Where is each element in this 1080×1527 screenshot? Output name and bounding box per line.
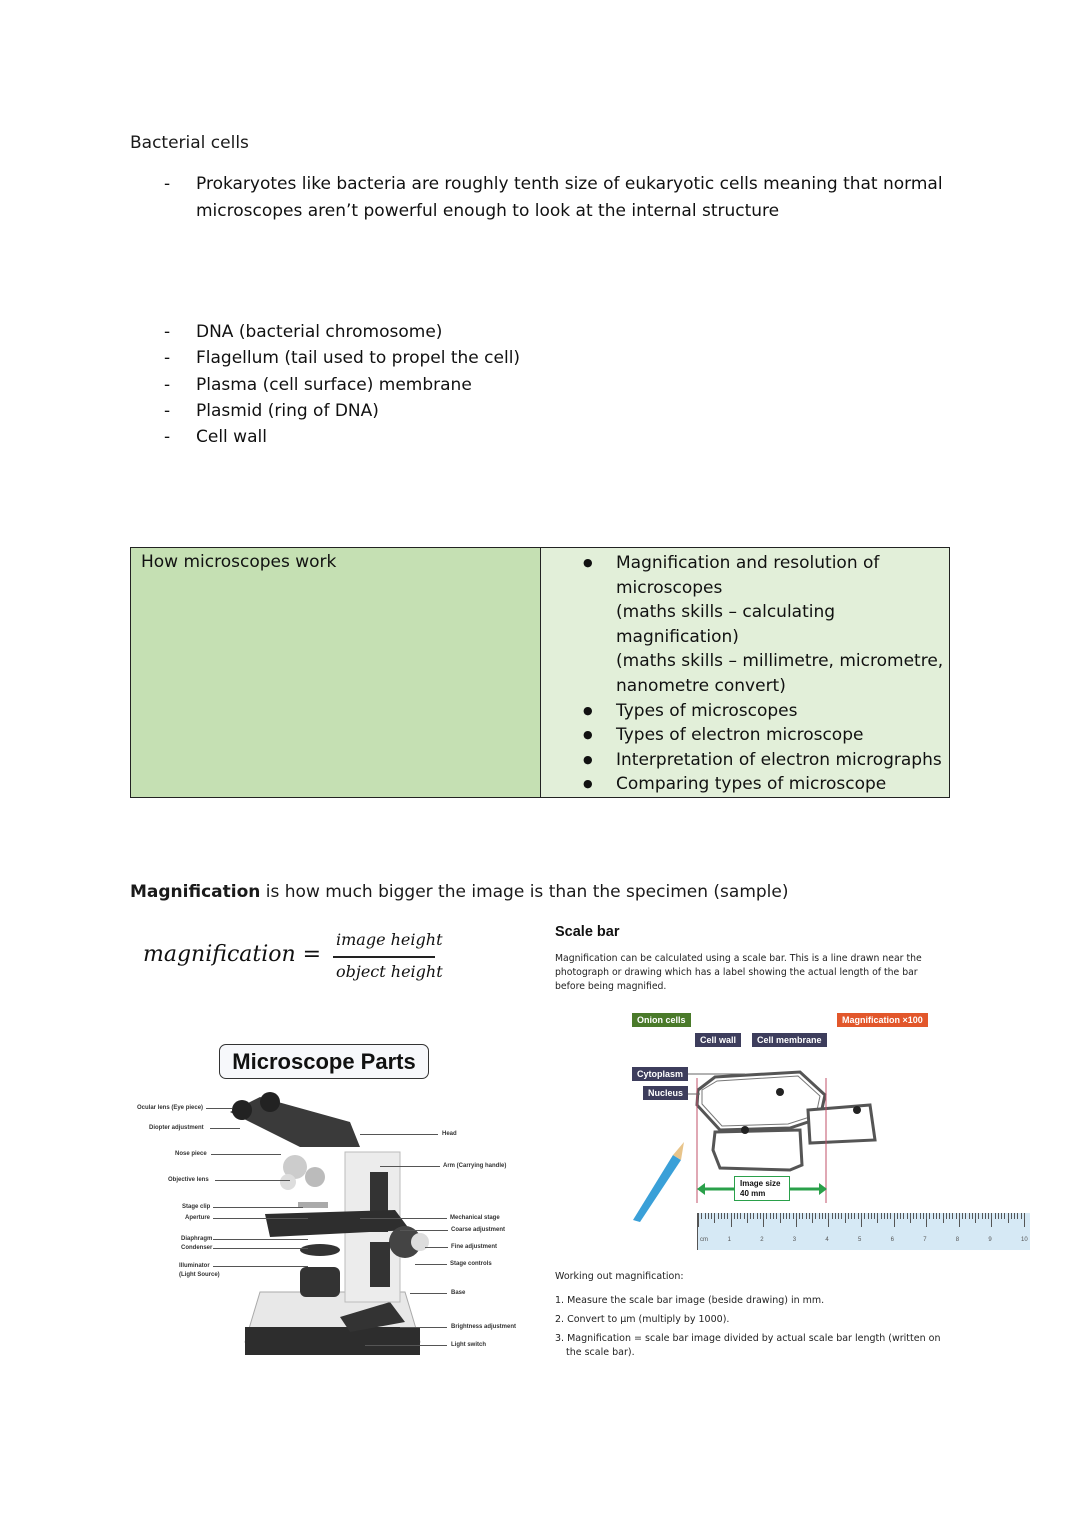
ruler-tick	[864, 1213, 865, 1219]
topic-item: ● Interpretation of electron micrographs	[616, 748, 949, 773]
ruler-number: 2	[760, 1237, 764, 1243]
dash: -	[164, 401, 171, 421]
ruler-tick	[721, 1213, 722, 1219]
ruler-tick	[991, 1213, 992, 1227]
ruler-tick	[894, 1213, 895, 1227]
label-light-source: (Light Source)	[179, 1272, 220, 1278]
image-size-box	[734, 1176, 790, 1201]
definition-text: is how much bigger the image is than the specimen (sample)	[260, 882, 789, 902]
image-size-label: Image size	[740, 1179, 781, 1188]
ruler-tick	[962, 1213, 963, 1219]
label-fine-adjustment: Fine adjustment	[451, 1244, 498, 1250]
ruler-tick	[985, 1213, 986, 1219]
label-diopter-adjustment: Diopter adjustment	[149, 1125, 204, 1131]
dash: -	[164, 322, 171, 342]
dash: -	[164, 427, 171, 447]
image-size-value: 40 mm	[740, 1189, 766, 1198]
label-condenser: Condenser	[181, 1245, 213, 1251]
ruler-tick	[871, 1213, 872, 1219]
ruler-tick	[1008, 1213, 1009, 1223]
intro-line: Prokaryotes like bacteria are roughly tenth size of eukaryotic cells meaning that normal	[196, 174, 943, 194]
ruler-tick	[760, 1213, 761, 1219]
ruler-tick	[819, 1213, 820, 1219]
ruler-tick	[766, 1213, 767, 1219]
leader-line	[365, 1345, 447, 1346]
ruler	[697, 1213, 1030, 1250]
label-stage-clip: Stage clip	[182, 1204, 211, 1210]
ruler-tick	[956, 1213, 957, 1219]
formula-lhs: magnification =	[143, 942, 322, 967]
ruler-tick	[705, 1213, 706, 1219]
ruler-tick	[965, 1213, 966, 1219]
tag-magnification: Magnification ×100	[837, 1013, 928, 1027]
ruler-tick	[783, 1213, 784, 1219]
topic-list	[541, 551, 949, 797]
list-item-text: Flagellum (tail used to propel the cell)	[196, 348, 521, 368]
ruler-tick	[731, 1213, 732, 1227]
leader-line	[410, 1293, 447, 1294]
intro-line: microscopes aren’t powerful enough to look at the internal structure	[196, 201, 780, 221]
ruler-tick	[1024, 1213, 1025, 1227]
ruler-tick	[776, 1213, 777, 1219]
label-diaphragm: Diaphragm	[181, 1236, 213, 1242]
ruler-tick	[868, 1213, 869, 1219]
ruler-tick	[825, 1213, 826, 1219]
formula-numerator: image height	[336, 930, 443, 949]
microscope-parts-title: Microscope Parts	[219, 1044, 429, 1079]
description-line: photograph or drawing which has a label showing the actual length of the bar	[555, 967, 918, 978]
ruler-tick	[780, 1213, 781, 1223]
ruler-tick	[929, 1213, 930, 1219]
microscope-illustration	[220, 1092, 430, 1362]
topic-title-cell	[131, 548, 541, 798]
ruler-number: 3	[792, 1237, 797, 1243]
leader-line	[425, 1247, 448, 1248]
topic-item: ● Types of electron microscope	[616, 723, 949, 748]
leader-line	[213, 1239, 308, 1240]
ruler-tick	[851, 1213, 852, 1219]
ruler-tick	[923, 1213, 924, 1219]
leader-line	[206, 1108, 232, 1109]
ruler-tick	[903, 1213, 904, 1219]
topic-title: How microscopes work	[141, 552, 337, 572]
label-stage-controls: Stage controls	[450, 1261, 492, 1267]
pencil-icon	[628, 1140, 688, 1225]
ruler-tick	[1004, 1213, 1005, 1219]
topic-item: ● Types of microscopes	[616, 699, 949, 724]
ruler-tick	[786, 1213, 787, 1219]
label-head: Head	[442, 1131, 457, 1137]
ruler-tick	[978, 1213, 979, 1219]
list-item-text: Plasma (cell surface) membrane	[196, 375, 472, 395]
ruler-tick	[845, 1213, 846, 1223]
ruler-tick	[982, 1213, 983, 1219]
ruler-tick	[881, 1213, 882, 1219]
label-coarse-adjustment: Coarse adjustment	[451, 1227, 506, 1233]
ruler-tick	[714, 1213, 715, 1223]
ruler-number: 10	[1021, 1237, 1028, 1243]
ruler-tick	[753, 1213, 754, 1219]
ruler-tick	[815, 1213, 816, 1219]
ruler-tick	[848, 1213, 849, 1219]
tag-onion-cells: Onion cells	[632, 1013, 691, 1027]
leader-line	[213, 1266, 308, 1267]
ruler-tick	[1011, 1213, 1012, 1219]
label-nose-piece: Nose piece	[175, 1151, 207, 1157]
ruler-tick	[802, 1213, 803, 1219]
tag-cell-membrane: Cell membrane	[752, 1033, 827, 1047]
ruler-number: 5	[858, 1237, 862, 1243]
ruler-tick	[757, 1213, 758, 1219]
topic-item-cont: (maths skills – millimetre, micrometre,	[616, 651, 944, 672]
ruler-number: 1	[727, 1237, 731, 1243]
ruler-tick	[884, 1213, 885, 1219]
list-item-text: DNA (bacterial chromosome)	[196, 322, 443, 342]
list-item-text: Plasmid (ring of DNA)	[196, 401, 379, 421]
ruler-tick	[939, 1213, 940, 1219]
label-base: Base	[451, 1290, 466, 1296]
step-item: 3. Magnification = scale bar image divided by actual scale bar length (written on	[555, 1333, 941, 1344]
ruler-tick	[913, 1213, 914, 1219]
ruler-tick	[793, 1213, 794, 1219]
label-brightness-adjustment: Brightness adjustment	[451, 1324, 517, 1330]
step-item: 2. Convert to µm (multiply by 1000).	[555, 1314, 730, 1325]
topic-items-cell	[541, 548, 950, 798]
dash: -	[164, 348, 171, 368]
ruler-tick	[822, 1213, 823, 1219]
ruler-tick	[718, 1213, 719, 1219]
ruler-unit: cm	[700, 1237, 708, 1243]
fraction-bar	[333, 956, 435, 958]
leader-line	[400, 1230, 448, 1231]
ruler-tick	[773, 1213, 774, 1219]
ruler-tick	[998, 1213, 999, 1219]
ruler-tick	[841, 1213, 842, 1219]
ruler-tick	[838, 1213, 839, 1219]
label-arm: Arm (Carrying handle)	[443, 1163, 507, 1169]
ruler-tick	[727, 1213, 728, 1219]
scale-bar-title: Scale bar	[555, 924, 620, 940]
leader-line	[415, 1264, 447, 1265]
ruler-tick	[796, 1213, 797, 1227]
ruler-tick	[988, 1213, 989, 1219]
step-item: 1. Measure the scale bar image (beside drawing) in mm.	[555, 1295, 825, 1306]
ruler-tick	[711, 1213, 712, 1219]
ruler-tick	[770, 1213, 771, 1219]
ruler-tick	[995, 1213, 996, 1219]
ruler-tick	[812, 1213, 813, 1223]
topic-item-cont: microscopes	[616, 577, 723, 598]
ruler-tick	[789, 1213, 790, 1219]
ruler-tick	[926, 1213, 927, 1227]
ruler-tick	[724, 1213, 725, 1219]
ruler-tick	[910, 1213, 911, 1223]
leader-line	[210, 1128, 240, 1129]
description-line: before being magnified.	[555, 981, 667, 992]
label-aperture: Aperture	[185, 1215, 211, 1221]
ruler-tick	[832, 1213, 833, 1219]
topic-item-cont: (maths skills – calculating	[616, 602, 836, 623]
leader-line	[213, 1218, 308, 1219]
label-illuminator: Illuminator	[179, 1263, 210, 1269]
ruler-tick	[708, 1213, 709, 1219]
step-item-cont: the scale bar).	[566, 1347, 635, 1358]
ruler-tick	[750, 1213, 751, 1219]
ruler-tick	[861, 1213, 862, 1227]
leader-line	[213, 1248, 308, 1249]
ruler-tick	[877, 1213, 878, 1223]
ruler-number: 8	[955, 1237, 960, 1243]
ruler-tick	[747, 1213, 748, 1223]
ruler-tick	[740, 1213, 741, 1219]
topic-item-cont: magnification)	[616, 626, 739, 647]
ruler-tick	[737, 1213, 738, 1219]
list-item-text: Cell wall	[196, 427, 267, 447]
tag-cell-wall: Cell wall	[695, 1033, 741, 1047]
ruler-tick	[858, 1213, 859, 1219]
ruler-tick	[959, 1213, 960, 1227]
ruler-tick	[809, 1213, 810, 1219]
ruler-tick	[835, 1213, 836, 1219]
scale-bar-description	[555, 952, 922, 994]
ruler-tick	[1014, 1213, 1015, 1219]
ruler-tick	[701, 1213, 702, 1219]
label-light-switch: Light switch	[451, 1342, 486, 1348]
ruler-number: 6	[890, 1237, 894, 1243]
ruler-tick	[1001, 1213, 1002, 1219]
leader-line	[360, 1134, 438, 1135]
ruler-tick	[806, 1213, 807, 1219]
ruler-tick	[897, 1213, 898, 1219]
ruler-tick	[854, 1213, 855, 1219]
leader-line	[211, 1154, 281, 1155]
magnification-term: Magnification	[130, 882, 261, 902]
ruler-tick	[920, 1213, 921, 1219]
label-objective-lens: Objective lens	[168, 1177, 209, 1183]
topic-item-cont: nanometre convert)	[616, 675, 786, 696]
topic-item: ● Magnification and resolution of	[616, 551, 949, 576]
ruler-tick	[943, 1213, 944, 1223]
topic-item: ● Comparing types of microscope	[616, 772, 949, 797]
topic-table	[130, 547, 950, 798]
ruler-tick	[734, 1213, 735, 1219]
ruler-tick	[874, 1213, 875, 1219]
bacterial-cells-heading: Bacterial cells	[130, 133, 249, 153]
ruler-tick	[744, 1213, 745, 1219]
description-line: Magnification can be calculated using a scale bar. This is a line drawn near the	[555, 953, 922, 964]
ruler-tick	[952, 1213, 953, 1219]
ruler-tick	[799, 1213, 800, 1219]
ruler-tick	[1021, 1213, 1022, 1219]
formula-denominator: object height	[336, 962, 443, 981]
ruler-tick	[887, 1213, 888, 1219]
ruler-tick	[828, 1213, 829, 1227]
ruler-tick	[972, 1213, 973, 1219]
dash: -	[164, 174, 171, 194]
ruler-tick	[907, 1213, 908, 1219]
ruler-tick	[1017, 1213, 1018, 1219]
ruler-tick	[763, 1213, 764, 1227]
ruler-number: 7	[923, 1237, 927, 1243]
leader-line	[213, 1207, 303, 1208]
ruler-tick	[916, 1213, 917, 1219]
ruler-tick	[900, 1213, 901, 1219]
ruler-tick	[949, 1213, 950, 1219]
tag-cytoplasm: Cytoplasm	[632, 1067, 688, 1081]
magnification-definition	[130, 882, 788, 902]
dash: -	[164, 375, 171, 395]
leader-line	[360, 1218, 447, 1219]
ruler-number: 4	[825, 1237, 829, 1243]
leader-line	[380, 1166, 440, 1167]
ruler-tick	[933, 1213, 934, 1219]
label-mechanical-stage: Mechanical stage	[450, 1215, 500, 1221]
ruler-number: 9	[988, 1237, 992, 1243]
label-ocular-lens: Ocular lens (Eye piece)	[137, 1105, 204, 1111]
leader-line	[400, 1327, 447, 1328]
ruler-tick	[890, 1213, 891, 1219]
ruler-tick	[969, 1213, 970, 1219]
working-heading: Working out magnification:	[555, 1271, 684, 1282]
ruler-tick	[946, 1213, 947, 1219]
tag-nucleus: Nucleus	[643, 1086, 688, 1100]
ruler-tick	[698, 1213, 699, 1227]
ruler-tick	[936, 1213, 937, 1219]
ruler-tick	[975, 1213, 976, 1223]
leader-line	[215, 1180, 290, 1181]
